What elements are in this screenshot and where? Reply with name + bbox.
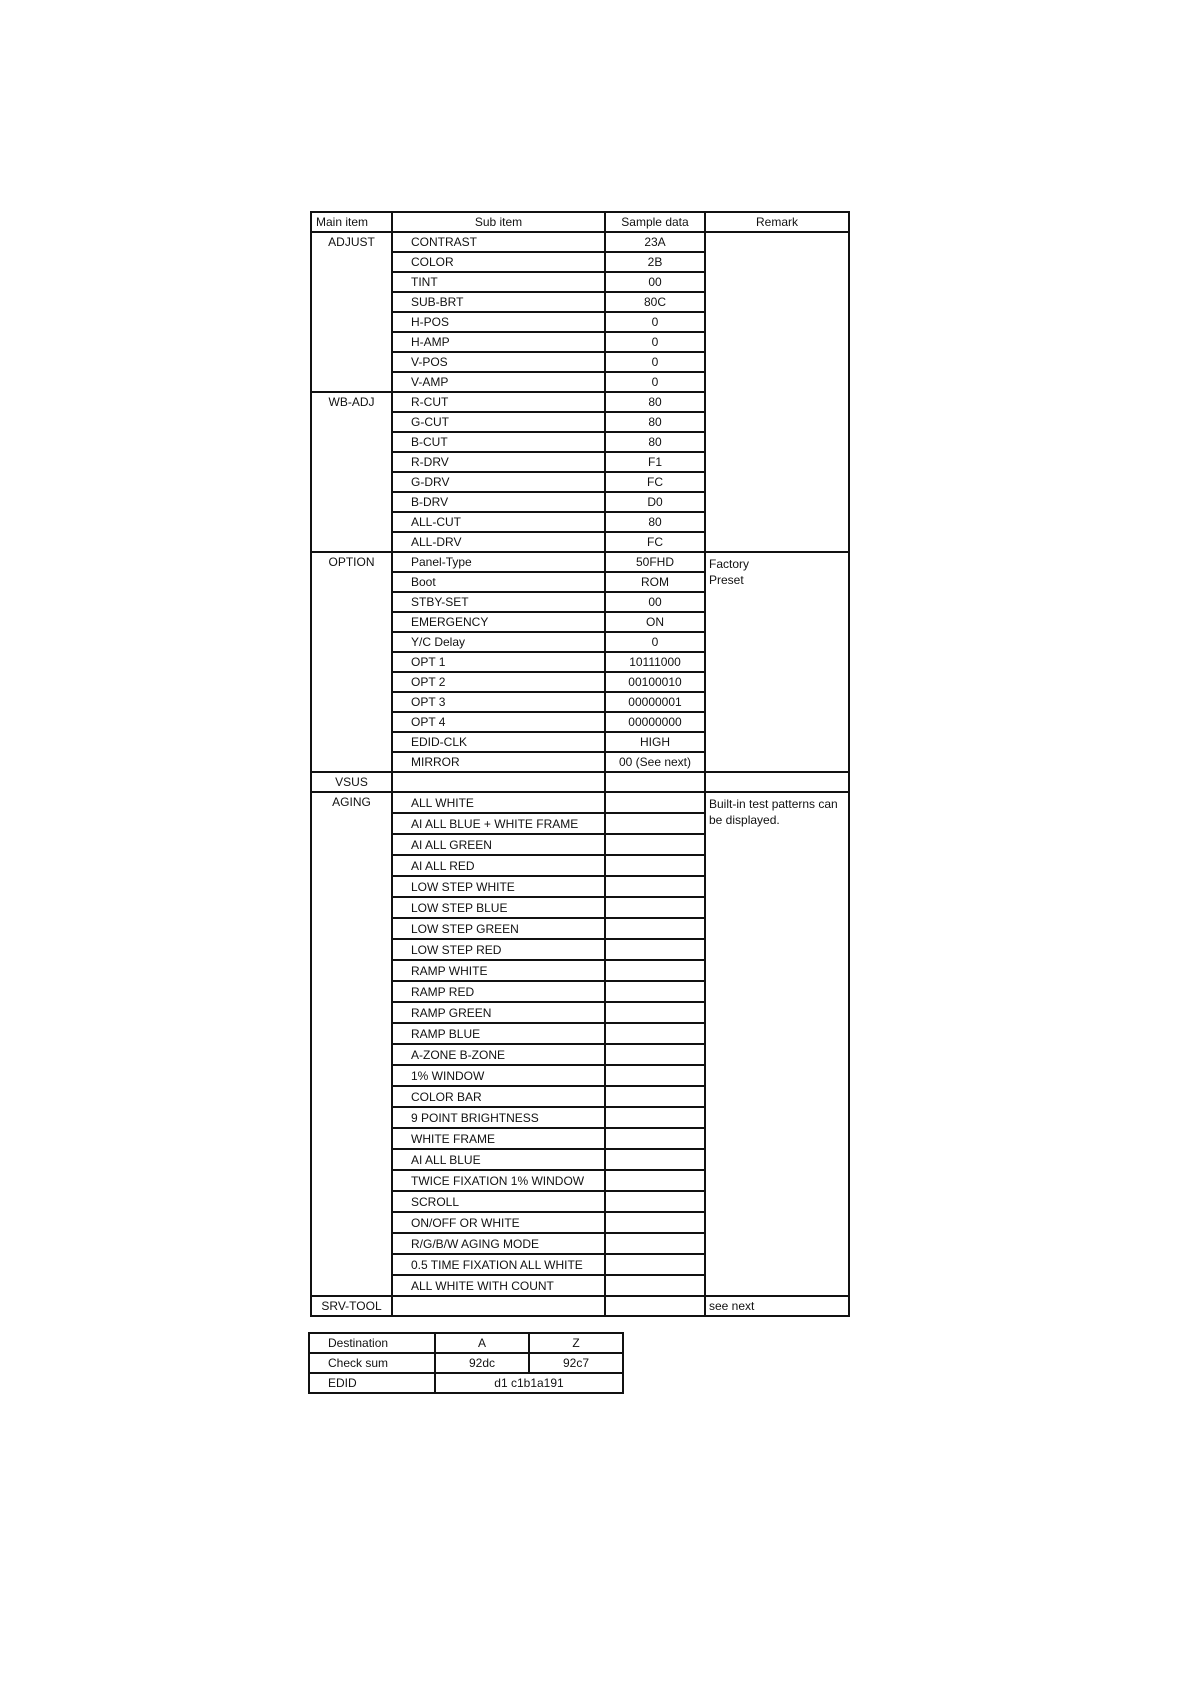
sample-data-cell [605, 1254, 705, 1275]
sub-item-cell: LOW STEP WHITE [392, 876, 605, 897]
sub-item-cell: ALL WHITE [392, 792, 605, 813]
sample-data-cell: 0 [605, 332, 705, 352]
table-row [311, 232, 849, 252]
sample-data-cell: D0 [605, 492, 705, 512]
sample-data-cell: 80C [605, 292, 705, 312]
sample-data-cell: FC [605, 532, 705, 552]
edid-value: d1 c1b1a191 [435, 1373, 623, 1393]
sample-data-cell [605, 1275, 705, 1296]
sub-item-cell: H-POS [392, 312, 605, 332]
sample-data-cell: 2B [605, 252, 705, 272]
sample-data-cell [605, 1191, 705, 1212]
sub-item-cell: G-CUT [392, 412, 605, 432]
remark-cell: see next [705, 1296, 849, 1316]
sub-item-cell: AI ALL RED [392, 855, 605, 876]
sub-item-cell: B-CUT [392, 432, 605, 452]
sub-item-cell: H-AMP [392, 332, 605, 352]
sample-data-cell: ROM [605, 572, 705, 592]
sample-data-cell: 80 [605, 432, 705, 452]
sample-data-cell [605, 772, 705, 792]
sample-data-cell: HIGH [605, 732, 705, 752]
sample-data-cell [605, 1233, 705, 1254]
sample-data-cell [605, 1044, 705, 1065]
sub-item-cell: SCROLL [392, 1191, 605, 1212]
sample-data-cell: 00000000 [605, 712, 705, 732]
sub-item-cell: Panel-Type [392, 552, 605, 572]
sub-item-cell: OPT 1 [392, 652, 605, 672]
remark-cell: Factory Preset [705, 552, 849, 772]
main-item-cell: VSUS [311, 772, 392, 792]
header-main-item: Main item [311, 212, 392, 232]
sample-data-cell: 00 [605, 272, 705, 292]
sub-item-cell: RAMP BLUE [392, 1023, 605, 1044]
sub-item-cell: V-POS [392, 352, 605, 372]
checksum-table [308, 1332, 624, 1394]
sub-item-cell: 0.5 TIME FIXATION ALL WHITE [392, 1254, 605, 1275]
destination-row [309, 1333, 623, 1353]
sub-item-cell: TWICE FIXATION 1% WINDOW [392, 1170, 605, 1191]
sub-item-cell: CONTRAST [392, 232, 605, 252]
sample-data-cell [605, 834, 705, 855]
sub-item-cell: LOW STEP RED [392, 939, 605, 960]
sample-data-cell: 00000001 [605, 692, 705, 712]
sample-data-cell: 80 [605, 512, 705, 532]
sample-data-cell [605, 939, 705, 960]
sample-data-cell [605, 981, 705, 1002]
header-remark: Remark [705, 212, 849, 232]
sub-item-cell: AI ALL GREEN [392, 834, 605, 855]
main-item-cell: OPTION [311, 552, 392, 772]
sample-data-cell: 00 [605, 592, 705, 612]
main-item-cell: ADJUST [311, 232, 392, 392]
sample-data-cell [605, 855, 705, 876]
sub-item-cell: A-ZONE B-ZONE [392, 1044, 605, 1065]
sub-item-cell: AI ALL BLUE [392, 1149, 605, 1170]
remark-cell: Built-in test patterns can be displayed. [705, 792, 849, 1296]
sub-item-cell [392, 772, 605, 792]
table-row [311, 792, 849, 813]
sub-item-cell: EDID-CLK [392, 732, 605, 752]
sub-item-cell: RAMP GREEN [392, 1002, 605, 1023]
sub-item-cell: G-DRV [392, 472, 605, 492]
sub-item-cell: WHITE FRAME [392, 1128, 605, 1149]
sub-item-cell: RAMP WHITE [392, 960, 605, 981]
sample-data-cell [605, 876, 705, 897]
sample-data-cell [605, 792, 705, 813]
sample-data-cell: 0 [605, 372, 705, 392]
sample-data-cell [605, 918, 705, 939]
sub-item-cell: R-DRV [392, 452, 605, 472]
sub-item-cell: RAMP RED [392, 981, 605, 1002]
sample-data-cell: 00 (See next) [605, 752, 705, 772]
sub-item-cell: OPT 3 [392, 692, 605, 712]
checksum-row [309, 1353, 623, 1373]
sample-data-cell [605, 1212, 705, 1233]
sample-data-cell: 23A [605, 232, 705, 252]
sub-item-cell: R-CUT [392, 392, 605, 412]
checksum-a: 92dc [435, 1353, 529, 1373]
sub-item-cell: V-AMP [392, 372, 605, 392]
destination-z: Z [529, 1333, 623, 1353]
sample-data-cell [605, 1023, 705, 1044]
sub-item-cell: 9 POINT BRIGHTNESS [392, 1107, 605, 1128]
sample-data-cell [605, 1170, 705, 1191]
sub-item-cell: TINT [392, 272, 605, 292]
remark-cell [705, 232, 849, 552]
sample-data-cell: F1 [605, 452, 705, 472]
sub-item-cell: ON/OFF OR WHITE [392, 1212, 605, 1233]
sample-data-cell [605, 1065, 705, 1086]
table-row [311, 772, 849, 792]
main-item-cell: SRV-TOOL [311, 1296, 392, 1316]
service-menu-table [310, 211, 850, 1317]
checksum-z: 92c7 [529, 1353, 623, 1373]
header-sample-data: Sample data [605, 212, 705, 232]
sample-data-cell: 50FHD [605, 552, 705, 572]
sample-data-cell: 80 [605, 412, 705, 432]
main-item-cell: AGING [311, 792, 392, 1296]
sample-data-cell: 0 [605, 632, 705, 652]
table-row [311, 1296, 849, 1316]
sub-item-cell: LOW STEP GREEN [392, 918, 605, 939]
sample-data-cell [605, 1296, 705, 1316]
sub-item-cell: OPT 2 [392, 672, 605, 692]
sub-item-cell: R/G/B/W AGING MODE [392, 1233, 605, 1254]
sample-data-cell: 10111000 [605, 652, 705, 672]
sub-item-cell [392, 1296, 605, 1316]
edid-row [309, 1373, 623, 1393]
sub-item-cell: SUB-BRT [392, 292, 605, 312]
sample-data-cell [605, 813, 705, 834]
sub-item-cell: COLOR BAR [392, 1086, 605, 1107]
sub-item-cell: ALL-CUT [392, 512, 605, 532]
sub-item-cell: LOW STEP BLUE [392, 897, 605, 918]
sample-data-cell [605, 1128, 705, 1149]
sub-item-cell: AI ALL BLUE + WHITE FRAME [392, 813, 605, 834]
sub-item-cell: STBY-SET [392, 592, 605, 612]
sample-data-cell [605, 1107, 705, 1128]
sample-data-cell [605, 1086, 705, 1107]
sample-data-cell: 0 [605, 352, 705, 372]
edid-label: EDID [309, 1373, 435, 1393]
sub-item-cell: ALL WHITE WITH COUNT [392, 1275, 605, 1296]
sample-data-cell: 80 [605, 392, 705, 412]
remark-cell [705, 772, 849, 792]
destination-a: A [435, 1333, 529, 1353]
sample-data-cell [605, 1149, 705, 1170]
sub-item-cell: COLOR [392, 252, 605, 272]
sub-item-cell: Y/C Delay [392, 632, 605, 652]
sample-data-cell: 0 [605, 312, 705, 332]
destination-label: Destination [309, 1333, 435, 1353]
sample-data-cell: ON [605, 612, 705, 632]
sub-item-cell: EMERGENCY [392, 612, 605, 632]
table-row [311, 552, 849, 572]
sub-item-cell: MIRROR [392, 752, 605, 772]
sample-data-cell [605, 1002, 705, 1023]
sample-data-cell: 00100010 [605, 672, 705, 692]
sub-item-cell: 1% WINDOW [392, 1065, 605, 1086]
sub-item-cell: B-DRV [392, 492, 605, 512]
main-item-cell: WB-ADJ [311, 392, 392, 552]
sample-data-cell: FC [605, 472, 705, 492]
header-sub-item: Sub item [392, 212, 605, 232]
header-row [311, 212, 849, 232]
sub-item-cell: ALL-DRV [392, 532, 605, 552]
sample-data-cell [605, 897, 705, 918]
sub-item-cell: OPT 4 [392, 712, 605, 732]
checksum-label: Check sum [309, 1353, 435, 1373]
sample-data-cell [605, 960, 705, 981]
sub-item-cell: Boot [392, 572, 605, 592]
